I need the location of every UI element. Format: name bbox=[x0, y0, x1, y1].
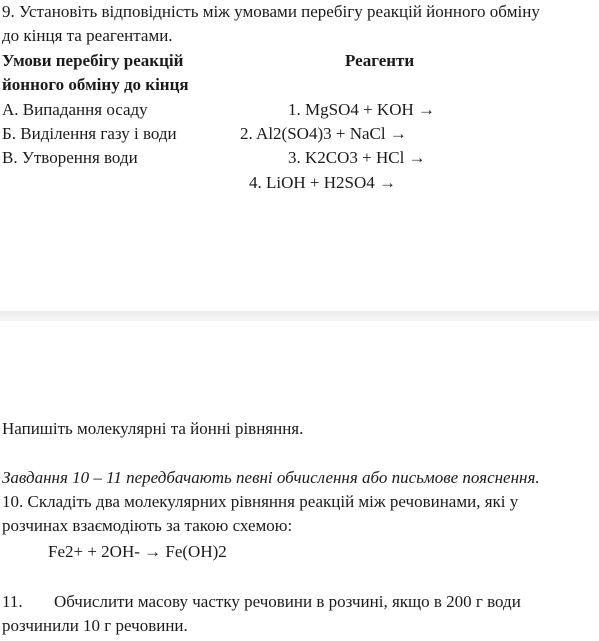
task10-line1: 10. Складіть два молекулярних рівняння реакцій між речовинами, які у bbox=[2, 492, 519, 511]
task11-line1: Обчислити масову частку речовини в розчині, якщо в 200 г води bbox=[54, 592, 521, 611]
instruction-text: Напишіть молекулярні та йонні рівняння. bbox=[2, 419, 304, 438]
tasks-note: Завдання 10 – 11 передбачають певні обчислення або письмове пояснення. bbox=[2, 468, 540, 487]
reagents-header: Реагенти bbox=[345, 51, 415, 70]
task9-title-line1: 9. Установіть відповідність між умовами перебігу реакцій йонного обміну bbox=[2, 2, 540, 21]
condition-item-b: Б. Виділення газу і води bbox=[2, 124, 177, 143]
page-separator bbox=[0, 311, 599, 321]
condition-item-a: А. Випадання осаду bbox=[2, 100, 148, 119]
reagent-item-1: 1. MgSO4 + KOH → bbox=[288, 100, 436, 119]
task10-scheme: Fe2+ + 2OH- → Fe(OH)2 bbox=[48, 542, 227, 561]
conditions-header-line1: Умови перебігу реакцій bbox=[2, 51, 184, 70]
conditions-header-line2: йонного обміну до кінця bbox=[2, 75, 189, 94]
task9-title-line2: до кінця та реагентами. bbox=[2, 26, 173, 45]
reagent-item-3: 3. K2CO3 + HCl → bbox=[288, 148, 426, 167]
task10-line2: розчинах взаємодіють за такою схемою: bbox=[2, 516, 293, 535]
reagent-item-4: 4. LiOH + H2SO4 → bbox=[249, 173, 397, 192]
condition-item-c: В. Утворення води bbox=[2, 148, 138, 167]
reagent-item-2: 2. Al2(SO4)3 + NaCl → bbox=[240, 124, 407, 143]
task11-line2: розчинили 10 г речовини. bbox=[2, 616, 188, 635]
task11-number: 11. bbox=[2, 592, 23, 611]
